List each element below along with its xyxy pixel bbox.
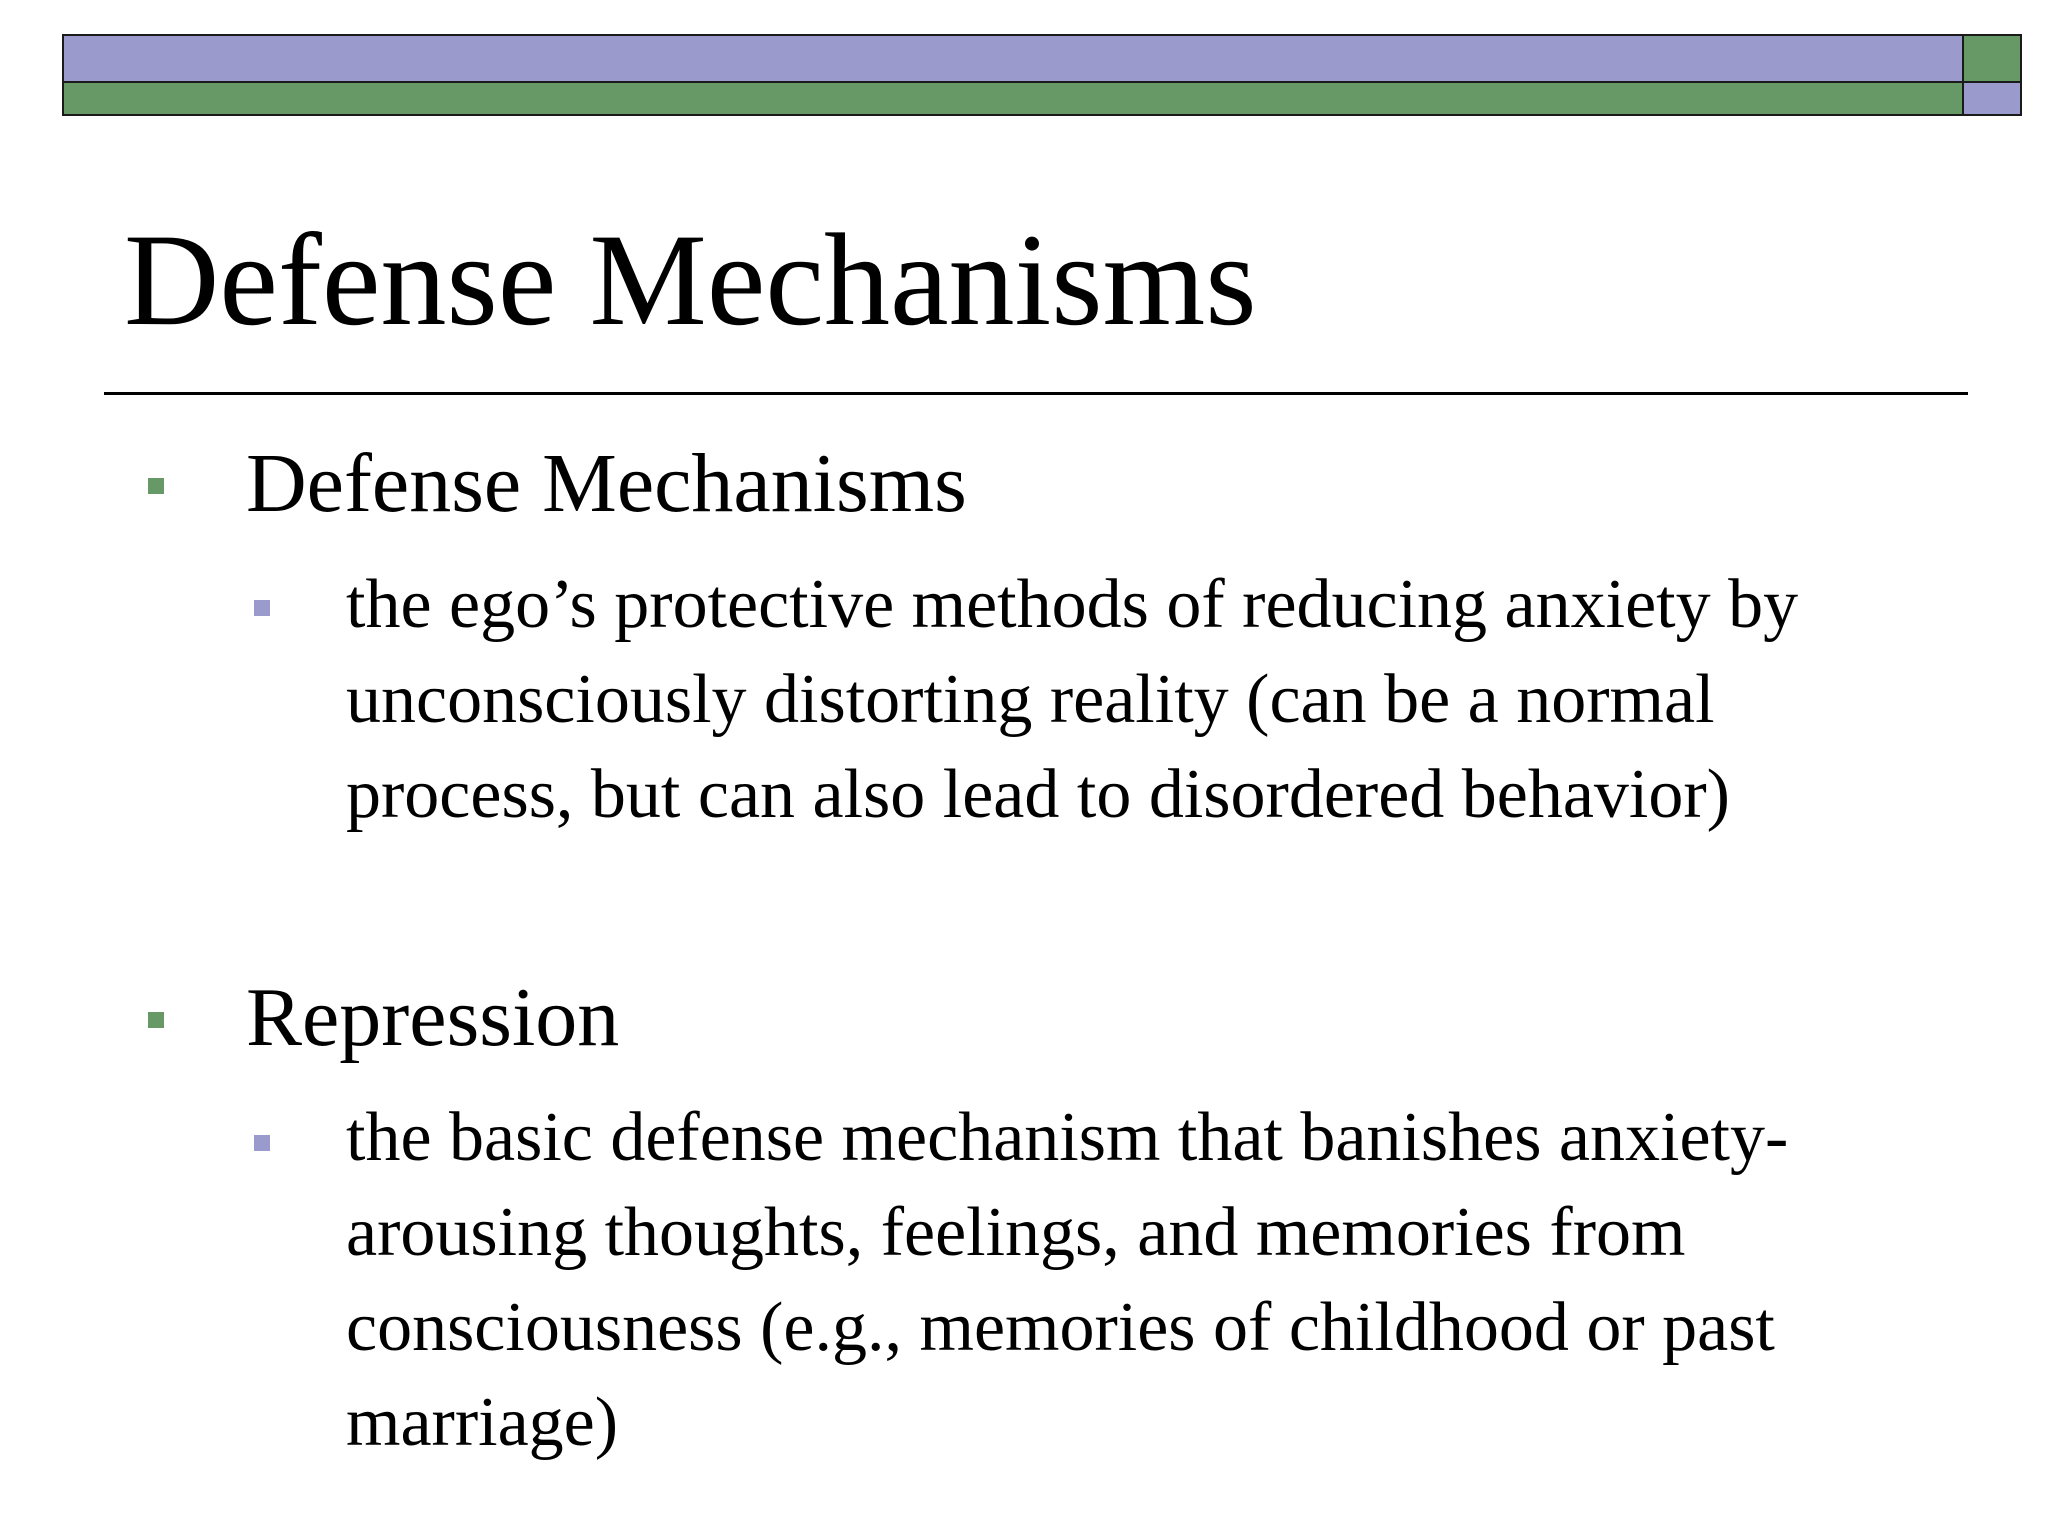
header-bar-purple bbox=[62, 34, 1964, 83]
header-decoration-bar bbox=[62, 34, 2022, 116]
bullet-square-icon bbox=[148, 478, 164, 494]
slide-title: Defense Mechanisms bbox=[124, 206, 1257, 353]
title-divider bbox=[104, 392, 1968, 395]
bullet-heading-repression: Repression bbox=[246, 971, 620, 1064]
bullet-description-repression: the basic defense mechanism that banishes anxiety-arousing thoughts, feelings, and memories from consciousness (e.g., memories of childhood or past marriage) bbox=[346, 1099, 1789, 1461]
header-corner-purple-block bbox=[1964, 83, 2022, 116]
header-bar-green bbox=[62, 83, 1964, 116]
sub-bullet-square-icon bbox=[254, 1135, 270, 1151]
bullet-description-defense-mechanisms: the ego’s protective methods of reducing anxiety by unconsciously distorting reality (can be a normal process, but can also lead to disordered behavior) bbox=[346, 566, 1799, 833]
bullet-square-icon bbox=[148, 1012, 164, 1028]
bullet-heading-defense-mechanisms: Defense Mechanisms bbox=[246, 437, 967, 530]
header-corner-green-block bbox=[1964, 34, 2022, 83]
sub-bullet-square-icon bbox=[254, 600, 270, 616]
